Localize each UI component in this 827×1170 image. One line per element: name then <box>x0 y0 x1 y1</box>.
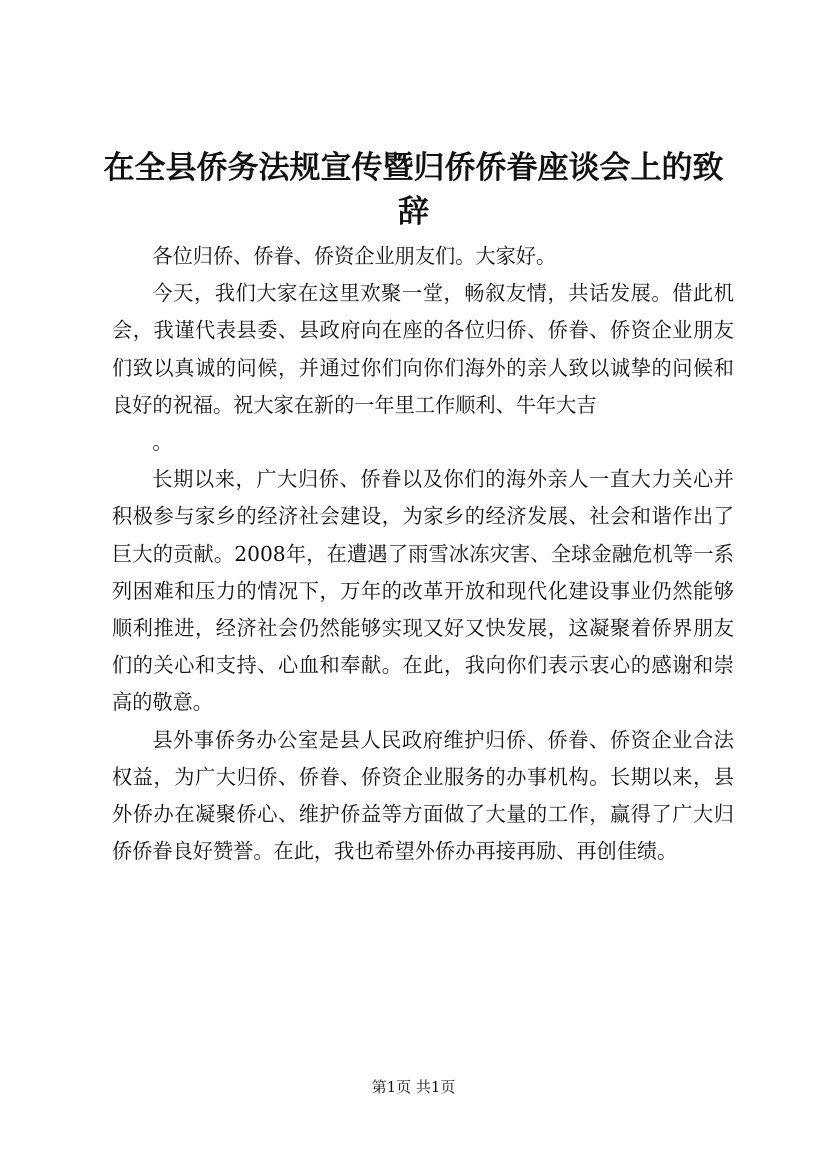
paragraph-greeting: 各位归侨、侨眷、侨资企业朋友们。大家好。 <box>152 244 557 268</box>
document-body <box>112 238 734 870</box>
paragraph-period: 。 <box>152 430 173 455</box>
paragraph-office: 县外事侨务办公室是县人民政府维护归侨、侨眷、侨资企业合法权益，为广大归侨、侨眷、侨资企业服务的办事机构。长期以来，县外侨办在凝聚侨心、维护侨益等方面做了大量的工作，赢得了广大归侨侨眷良好赞誉。在此，我也希望外侨办再接再励、再创佳绩。 <box>112 727 734 864</box>
paragraph-contribution: 长期以来，广大归侨、侨眷以及你们的海外亲人一直大力关心并积极参与家乡的经济社会建设，为家乡的经济发展、社会和谐作出了巨大的贡献。2008年，在遭遇了雨雪冰冻灾害、全球金融危机等一系列困难和压力的情况下，万年的改革开放和现代化建设事业仍然能够顺利推进，经济社会仍然能够实现又好又快发展，这凝聚着侨界朋友们的关心和支持、心血和奉献。在此，我向你们表示衷心的感谢和崇高的敬意。 <box>112 467 734 715</box>
paragraph-welcome: 今天，我们大家在这里欢聚一堂，畅叙友情，共话发展。借此机会，我谨代表县委、县政府向在座的各位归侨、侨眷、侨资企业朋友们致以真诚的问候，并通过你们向你们海外的亲人致以诚挚的问候和良好的祝福。祝大家在新的一年里工作顺利、牛年大吉 <box>112 281 734 417</box>
document-title: 在全县侨务法规宣传暨归侨侨眷座谈会上的致辞 <box>103 150 724 230</box>
page-footer: 第1页 共1页 <box>371 1078 456 1096</box>
